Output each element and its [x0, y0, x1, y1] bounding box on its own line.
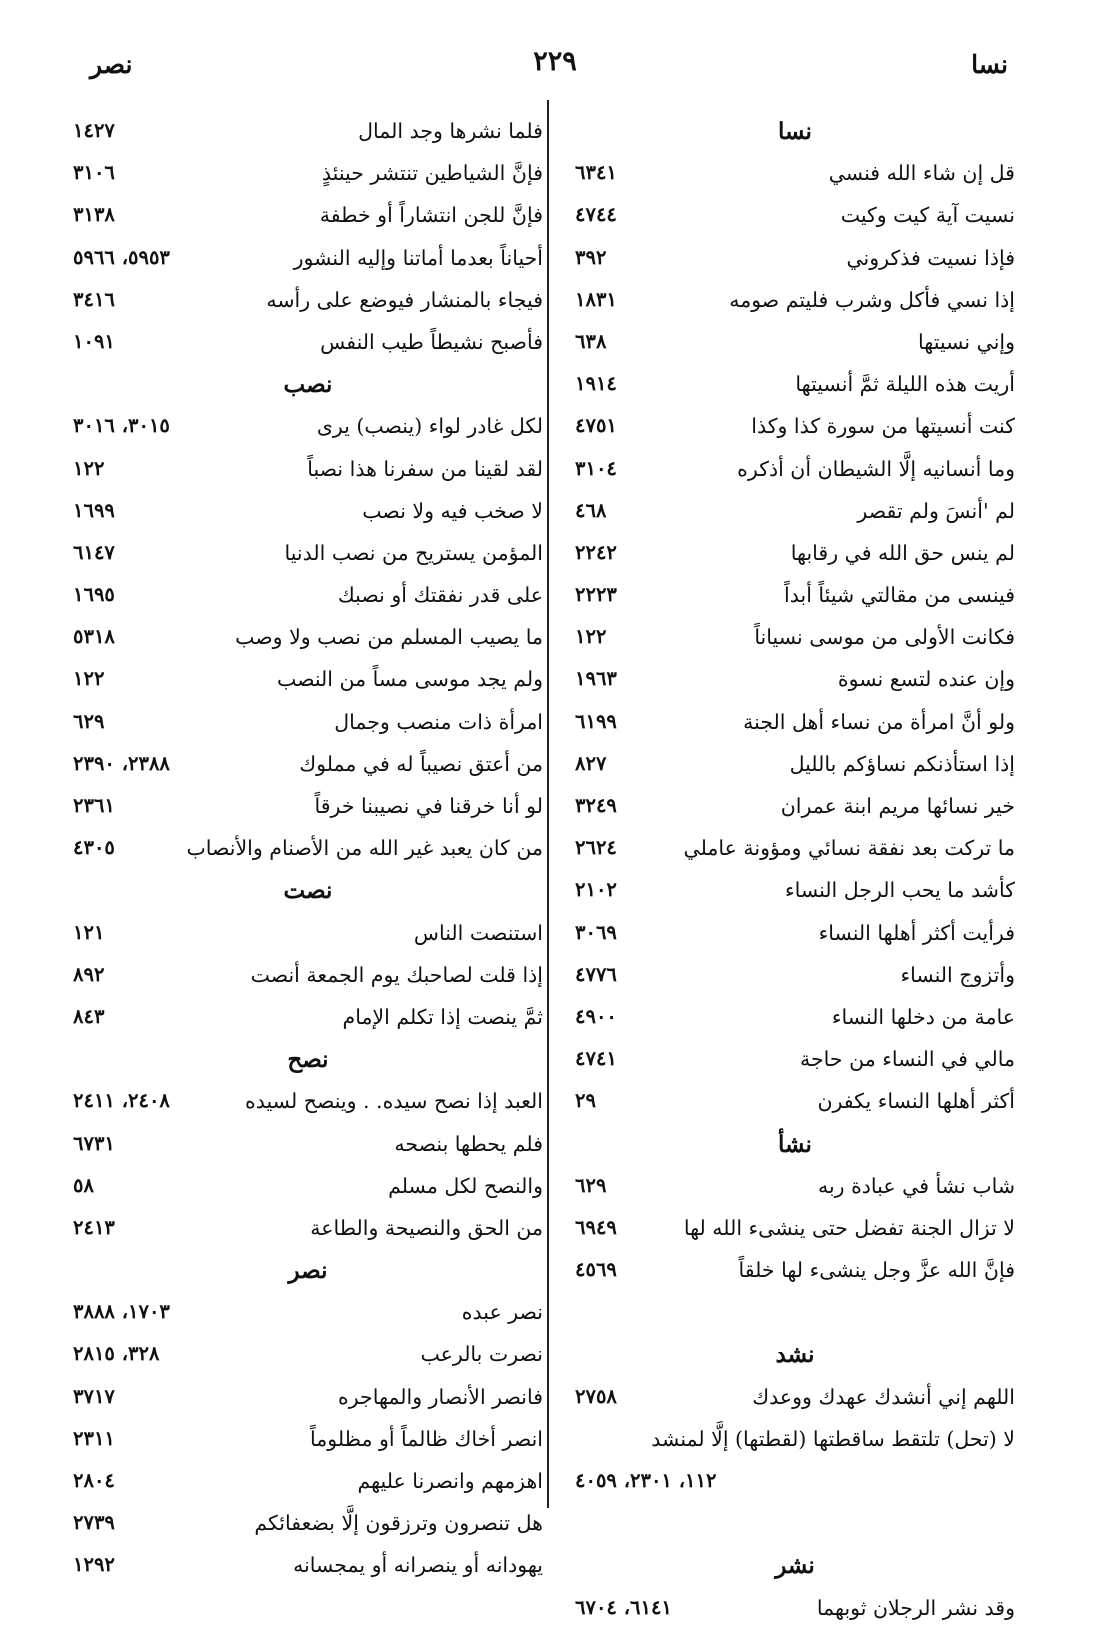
- entry-text: مالي في النساء من حاجة: [800, 1047, 1015, 1072]
- blank-line: [575, 1502, 1015, 1544]
- entry-reference: ١٢١: [73, 920, 105, 944]
- entry-text: لقد لقينا من سفرنا هذا نصباً: [307, 456, 543, 481]
- index-entry: [575, 405, 1015, 447]
- entry-reference: ١٢٢: [73, 456, 105, 480]
- entry-text: لا (تحل) تلتقط ساقطتها (لقطتها) إلَّا لمنشد: [651, 1426, 1015, 1451]
- entry-reference: ١٨٣١: [575, 287, 617, 311]
- entry-reference: ٦٣٤١: [575, 161, 617, 185]
- entry-reference: ٥٨: [73, 1173, 94, 1197]
- index-entry: [73, 321, 543, 363]
- entry-text: نصرت بالرعب: [420, 1342, 543, 1367]
- entry-reference: ٣٠٦٩: [575, 920, 617, 944]
- entry-reference: ٦١٩٩: [575, 709, 617, 733]
- index-entry: [73, 1080, 543, 1122]
- entry-text: فلما نشرها وجد المال: [358, 119, 543, 143]
- index-entry: [73, 701, 543, 743]
- index-entry: [73, 574, 543, 616]
- entry-reference: ١٢٩٢: [73, 1553, 115, 1577]
- root-heading: نصر: [288, 1257, 328, 1285]
- index-entry: [73, 1123, 543, 1165]
- index-entry: [575, 1587, 1015, 1629]
- entry-reference: ١٠٩١: [73, 329, 115, 353]
- index-entry: [575, 869, 1015, 911]
- index-entry: [575, 1080, 1015, 1122]
- entry-reference: ٣٠١٥، ٣٠١٦: [73, 414, 170, 438]
- index-entry: [575, 321, 1015, 363]
- entry-reference: ٣٤١٦: [73, 287, 115, 311]
- root-heading: نصح: [287, 1046, 329, 1074]
- entry-reference: ٤٦٨: [575, 498, 607, 522]
- entry-text: ما تركت بعد نفقة نسائي ومؤونة عاملي: [683, 836, 1015, 861]
- entry-reference: ٣٧١٧: [73, 1384, 115, 1408]
- entry-reference: ٥٩٥٣، ٥٩٦٦: [73, 245, 170, 269]
- left-column: [73, 110, 543, 1587]
- index-entry: [575, 743, 1015, 785]
- index-entry: [73, 743, 543, 785]
- entry-reference: ٤٧٥١: [575, 414, 617, 438]
- entry-reference: ١٩٦٣: [575, 667, 617, 691]
- index-entry: [73, 1502, 543, 1544]
- entry-text: والنصح لكل مسلم: [388, 1173, 543, 1198]
- entry-reference: ٣١٣٨: [73, 203, 115, 227]
- index-entry: [73, 1333, 543, 1375]
- entry-reference: ٤٩٠٠: [575, 1004, 617, 1028]
- entry-text: إذا استأذنكم نساؤكم بالليل: [789, 751, 1015, 776]
- index-entry: [575, 490, 1015, 532]
- entry-text: نسيت آية كيت وكيت: [840, 203, 1015, 228]
- index-entry: [575, 1418, 1015, 1460]
- entry-reference: ٤٧٤١: [575, 1047, 617, 1071]
- entry-reference: ٨٤٣: [73, 1004, 105, 1028]
- entry-reference: ١٢٢: [73, 667, 105, 691]
- index-entry: [575, 827, 1015, 869]
- entry-text: نصر عبده: [461, 1300, 543, 1325]
- index-entry: [575, 616, 1015, 658]
- index-entry: [73, 1418, 543, 1460]
- entry-reference: ٦٢٩: [73, 709, 105, 733]
- entry-reference: ٢٧٥٨: [575, 1384, 617, 1408]
- index-entry: [575, 701, 1015, 743]
- entry-text: أحياناً بعدما أماتنا وإليه النشور: [293, 245, 543, 270]
- entry-reference: ٣٩٢: [575, 245, 607, 269]
- index-entry: [575, 448, 1015, 490]
- entry-reference: ١٢٢: [575, 625, 607, 649]
- index-entry: [575, 574, 1015, 616]
- header-first-word: نسا: [971, 50, 1008, 79]
- index-entry: [73, 658, 543, 700]
- root-heading: نسا: [778, 118, 812, 145]
- entry-text: فكانت الأولى من موسى نسياناً: [754, 625, 1015, 650]
- entry-text: قل إن شاء الله فنسي: [828, 161, 1015, 186]
- index-entry: [73, 616, 543, 658]
- index-entry: [575, 1207, 1015, 1249]
- entry-reference: ٦١٤٧: [73, 540, 115, 564]
- entry-text: وأتزوج النساء: [900, 962, 1015, 987]
- entry-reference: ٢٧٣٩: [73, 1511, 115, 1535]
- entry-text: ثمَّ ينصت إذا تكلم الإمام: [342, 1004, 543, 1029]
- entry-text: فإنَّ الله عزَّ وجل ينشىء لها خلقاً: [738, 1258, 1015, 1283]
- index-entry: [73, 827, 543, 869]
- reference-numbers: ١١٢، ٢٣٠١، ٤٠٥٩: [575, 1469, 717, 1492]
- index-entry: [575, 532, 1015, 574]
- index-entry: [73, 1544, 543, 1586]
- entry-text: فإنَّ للجن انتشاراً أو خطفة: [319, 203, 543, 228]
- entry-reference: ٢٢٢٣: [575, 583, 617, 607]
- entry-text: لا تزال الجنة تفضل حتى ينشىء الله لها: [683, 1215, 1015, 1240]
- entry-text: من أعتق نصيباً له في مملوك: [299, 751, 543, 776]
- entry-text: لو أنا خرقنا في نصيبنا خرقاً: [314, 794, 543, 818]
- entry-reference: ٦٣٨: [575, 329, 607, 353]
- entry-text: استنصت الناس: [413, 920, 543, 945]
- entry-text: كنت أنسيتها من سورة كذا وكذا: [751, 414, 1015, 439]
- right-column: [575, 110, 1015, 1629]
- entry-text: أكثر أهلها النساء يكفرن: [817, 1089, 1015, 1114]
- index-entry: [575, 194, 1015, 236]
- index-entry: [575, 152, 1015, 194]
- entry-text: لم ينس حق الله في رقابها: [790, 540, 1015, 565]
- entry-reference: ٢٦٢٤: [575, 836, 617, 860]
- entry-reference: ١٦٩٥: [73, 583, 115, 607]
- root-heading: نصت: [283, 877, 333, 905]
- entry-reference: ٦١٤١، ٦٧٠٤: [575, 1595, 672, 1619]
- entry-reference: ٦٧٣١: [73, 1131, 115, 1155]
- entry-reference: ٥٣١٨: [73, 625, 115, 649]
- entry-reference: ٦٢٩: [575, 1173, 607, 1197]
- entry-reference: ٦٩٤٩: [575, 1215, 617, 1239]
- index-entry: [73, 110, 543, 152]
- entry-text: العبد إذا نصح سيده. . وينصح لسيده: [244, 1089, 543, 1114]
- entry-text: فإنَّ الشياطين تنتشر حينئذٍ: [321, 161, 543, 186]
- index-entry: [73, 996, 543, 1038]
- entry-reference: ٢٨٠٤: [73, 1469, 115, 1492]
- entry-reference: ٨٩٢: [73, 962, 105, 986]
- index-entry: [73, 405, 543, 447]
- entry-text: فلم يحطها بنصحه: [394, 1131, 543, 1156]
- entry-text: من الحق والنصيحة والطاعة: [310, 1215, 543, 1240]
- entry-text: فينسى من مقالتي شيئاً أبداً: [784, 583, 1015, 608]
- entry-reference: ٤٧٧٦: [575, 962, 617, 986]
- entry-reference: ٢٢٤٢: [575, 540, 617, 564]
- entry-reference: ٣٢٤٩: [575, 794, 617, 817]
- entry-text: فرأيت أكثر أهلها النساء: [818, 920, 1015, 945]
- index-entry: [575, 363, 1015, 405]
- entry-reference: ٢٣٨٨، ٢٣٩٠: [73, 751, 170, 775]
- index-entry: [575, 1376, 1015, 1418]
- reference-continuation: [575, 1460, 1015, 1502]
- entry-text: انصر أخاك ظالماً أو مظلوماً: [310, 1426, 543, 1451]
- root-heading: نصب: [283, 371, 333, 399]
- index-entry: [73, 1291, 543, 1333]
- entry-text: عامة من دخلها النساء: [831, 1004, 1015, 1029]
- index-entry: [73, 785, 543, 827]
- entry-text: فأصبح نشيطاً طيب النفس: [320, 329, 543, 354]
- blank-line: [575, 1291, 1015, 1333]
- entry-text: إذا نسي فأكل وشرب فليتم صومه: [729, 287, 1015, 312]
- entry-text: فيجاء بالمنشار فيوضع على رأسه: [266, 287, 543, 312]
- entry-reference: ١٩١٤: [575, 372, 617, 396]
- index-entry: [575, 1165, 1015, 1207]
- entry-text: ولو أنَّ امرأة من نساء أهل الجنة: [743, 709, 1015, 734]
- entry-reference: ٨٢٧: [575, 751, 607, 775]
- index-entry: [73, 152, 543, 194]
- entry-text: فانصر الأنصار والمهاجره: [338, 1384, 543, 1409]
- index-entry: [73, 448, 543, 490]
- entry-text: من كان يعبد غير الله من الأصنام والأنصاب: [186, 836, 543, 861]
- entry-text: لكل غادر لواء (ينصب) يرى: [316, 414, 543, 439]
- entry-text: فإذا نسيت فذكروني: [846, 245, 1015, 270]
- entry-text: اهزمهم وانصرنا عليهم: [357, 1469, 543, 1493]
- index-entry: [575, 996, 1015, 1038]
- entry-text: امرأة ذات منصب وجمال: [334, 709, 543, 734]
- index-entry: [73, 490, 543, 532]
- entry-reference: ٢٩: [575, 1089, 596, 1113]
- index-entry: [73, 1376, 543, 1418]
- entry-text: خير نسائها مريم ابنة عمران: [780, 794, 1015, 818]
- entry-text: يهودانه أو ينصرانه أو يمجسانه: [293, 1553, 543, 1578]
- page-header: [80, 42, 1030, 82]
- index-entry: [73, 912, 543, 954]
- entry-text: وما أنسانيه إلَّا الشيطان أن أذكره: [737, 456, 1015, 481]
- entry-reference: ٣١٠٤: [575, 456, 617, 480]
- entry-reference: ٢٣١١: [73, 1426, 115, 1450]
- entry-text: لا صخب فيه ولا نصب: [362, 498, 543, 523]
- index-entry: [73, 954, 543, 996]
- page-number: ٢٢٩: [533, 46, 577, 77]
- entry-text: على قدر نفقتك أو نصبك: [337, 583, 543, 608]
- entry-text: شاب نشأ في عبادة ربه: [817, 1173, 1015, 1198]
- index-entry: [575, 658, 1015, 700]
- entry-reference: ٢٤٠٨، ٢٤١١: [73, 1089, 170, 1113]
- entry-reference: ٤٧٤٤: [575, 203, 617, 227]
- entry-reference: ٣٢٨، ٢٨١٥: [73, 1342, 160, 1366]
- entry-text: إذا قلت لصاحبك يوم الجمعة أنصت: [250, 962, 543, 987]
- index-entry: [73, 194, 543, 236]
- entry-text: المؤمن يستريح من نصب الدنيا: [284, 540, 543, 565]
- entry-text: وإني نسيتها: [918, 329, 1015, 354]
- entry-reference: ٣١٠٦: [73, 161, 115, 185]
- entry-text: لم 'أنسَ ولم تقصر: [857, 498, 1015, 523]
- index-entry: [73, 532, 543, 574]
- index-entry: [73, 1460, 543, 1502]
- entry-text: وإن عنده لتسع نسوة: [837, 667, 1015, 692]
- index-entry: [73, 1207, 543, 1249]
- entry-reference: ٢٣٦١: [73, 794, 115, 817]
- entry-reference: ٢١٠٢: [575, 878, 617, 902]
- index-entry: [575, 785, 1015, 827]
- index-entry: [575, 1249, 1015, 1291]
- header-last-word: نصر: [90, 50, 133, 79]
- entry-reference: ٢٤١٣: [73, 1215, 115, 1239]
- entry-text: ولم يجد موسى مساً من النصب: [276, 667, 543, 692]
- index-entry: [73, 1165, 543, 1207]
- entry-reference: ٤٣٠٥: [73, 836, 115, 860]
- index-entry: [73, 237, 543, 279]
- entry-reference: ١٧٠٣، ٣٨٨٨: [73, 1300, 170, 1324]
- index-entry: [575, 1038, 1015, 1080]
- entry-text: وقد نشر الرجلان ثوبهما: [816, 1595, 1015, 1620]
- root-heading: نشد: [775, 1341, 815, 1369]
- entry-reference: ١٤٢٧: [73, 119, 115, 142]
- entry-text: هل تنصرون وترزقون إلَّا بضعفائكم: [254, 1511, 543, 1536]
- column-divider: [547, 100, 549, 1508]
- index-entry: [575, 279, 1015, 321]
- index-entry: [575, 912, 1015, 954]
- index-entry: [73, 279, 543, 321]
- entry-reference: ٤٥٦٩: [575, 1258, 617, 1282]
- entry-text: ما يصيب المسلم من نصب ولا وصب: [235, 625, 543, 650]
- root-heading: نشأ: [778, 1130, 812, 1158]
- index-entry: [575, 954, 1015, 996]
- entry-text: كأشد ما يحب الرجل النساء: [784, 878, 1015, 903]
- entry-reference: ١٦٩٩: [73, 498, 115, 522]
- entry-text: اللهم إني أنشدك عهدك ووعدك: [752, 1384, 1015, 1409]
- entry-text: أريت هذه الليلة ثمَّ أنسيتها: [795, 372, 1015, 397]
- root-heading: نشر: [775, 1552, 815, 1580]
- index-entry: [575, 237, 1015, 279]
